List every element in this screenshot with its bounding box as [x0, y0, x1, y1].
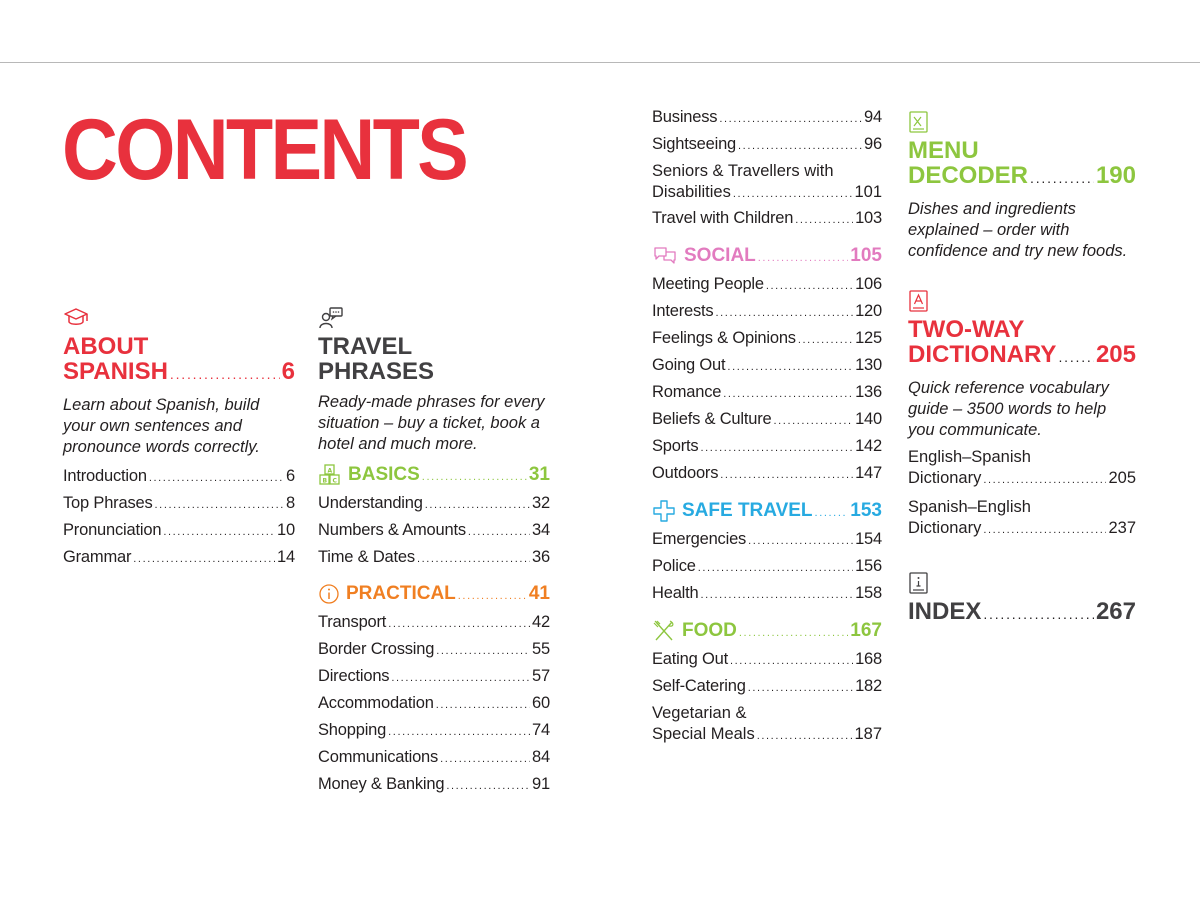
toc-entry[interactable]: Transport ..... 42 — [318, 609, 550, 636]
about-heading: ABOUT SPANISH ..... 6 — [63, 334, 295, 387]
info-circle-icon — [318, 583, 340, 605]
continued-column — [652, 104, 882, 747]
page-title: CONTENTS — [62, 102, 467, 198]
toc-entry[interactable]: Time & Dates ..... 36 — [318, 544, 550, 571]
toc-entry[interactable]: Sports ..... 142 — [652, 433, 882, 460]
dictionary-heading[interactable]: TWO-WAY DICTIONARY ..... 205 — [908, 317, 1136, 370]
top-rule — [0, 62, 1200, 63]
toc-entry[interactable]: Business ..... 94 — [652, 104, 882, 131]
toc-entry[interactable]: Meeting People ..... 106 — [652, 271, 882, 298]
practical-subheading[interactable]: PRACTICAL ..... 41 — [318, 579, 550, 609]
menu-description: Dishes and ingredients explained – order with confidence and try new foods. — [908, 200, 1128, 260]
travel-section — [318, 306, 550, 798]
index-heading[interactable]: INDEX ..... 267 — [908, 599, 1136, 627]
toc-entry[interactable]: Top Phrases ..... 8 — [63, 490, 295, 517]
toc-entry[interactable]: Self-Catering ..... 182 — [652, 673, 882, 700]
svg-text:A: A — [327, 467, 333, 475]
toc-entry[interactable]: Spanish–English Dictionary ..... 237 — [908, 497, 1136, 541]
toc-entry[interactable]: Money & Banking ..... 91 — [318, 771, 550, 798]
toc-entry[interactable]: Accommodation ..... 60 — [318, 690, 550, 717]
toc-entry[interactable]: Border Crossing ..... 55 — [318, 636, 550, 663]
toc-entry[interactable]: Understanding ..... 32 — [318, 490, 550, 517]
toc-entry[interactable]: Health ..... 158 — [652, 580, 882, 607]
dictionary-description: Quick reference vocabulary guide – 3500 words to help you communicate. — [908, 379, 1109, 439]
dictionary-book-icon — [908, 289, 930, 313]
toc-entry[interactable]: Sightseeing ..... 96 — [652, 131, 882, 158]
toc-entry[interactable]: Police ..... 156 — [652, 553, 882, 580]
toc-entry[interactable]: Romance ..... 136 — [652, 379, 882, 406]
svg-text:B: B — [322, 477, 328, 485]
food-subheading[interactable]: FOOD ..... 167 — [652, 616, 882, 646]
right-column — [908, 110, 1136, 627]
speech-person-icon — [318, 306, 344, 330]
toc-entry[interactable]: Feelings & Opinions ..... 125 — [652, 325, 882, 352]
speech-bubbles-icon — [652, 245, 678, 267]
safe-travel-subheading[interactable]: SAFE TRAVEL ..... 153 — [652, 496, 882, 526]
basics-subheading[interactable]: A B C BASICS ..... 31 — [318, 460, 550, 490]
graduation-cap-icon — [63, 306, 89, 330]
travel-heading: TRAVEL PHRASES — [318, 333, 435, 385]
medical-cross-icon — [652, 499, 676, 523]
toc-entry[interactable]: Eating Out ..... 168 — [652, 646, 882, 673]
toc-entry[interactable]: Travel with Children ..... 103 — [652, 205, 882, 232]
fork-knife-icon — [652, 619, 676, 643]
svg-text:C: C — [332, 477, 337, 485]
social-subheading[interactable]: SOCIAL ..... 105 — [652, 241, 882, 271]
about-section — [63, 306, 295, 571]
abc-blocks-icon — [318, 463, 342, 487]
toc-entry[interactable]: Emergencies ..... 154 — [652, 526, 882, 553]
toc-entry[interactable]: Directions ..... 57 — [318, 663, 550, 690]
toc-entry[interactable]: Pronunciation ..... 10 — [63, 517, 295, 544]
about-list — [63, 463, 295, 571]
toc-entry[interactable]: English–Spanish Dictionary ..... 205 — [908, 447, 1136, 491]
toc-entry[interactable]: Seniors & Travellers with Disabilities ..... 101 — [652, 161, 882, 205]
index-book-icon — [908, 571, 930, 595]
toc-entry[interactable]: Vegetarian & Special Meals ..... 187 — [652, 703, 882, 747]
toc-entry[interactable]: Numbers & Amounts ..... 34 — [318, 517, 550, 544]
toc-entry[interactable]: Beliefs & Culture ..... 140 — [652, 406, 882, 433]
toc-entry[interactable]: Outdoors ..... 147 — [652, 460, 882, 487]
toc-entry[interactable]: Communications ..... 84 — [318, 744, 550, 771]
toc-entry[interactable]: Grammar ..... 14 — [63, 544, 295, 571]
toc-entry[interactable]: Interests ..... 120 — [652, 298, 882, 325]
toc-entry[interactable]: Going Out ..... 130 — [652, 352, 882, 379]
menu-decoder-heading[interactable]: MENU DECODER ..... 190 — [908, 138, 1136, 191]
toc-entry[interactable]: Introduction ..... 6 — [63, 463, 295, 490]
about-description: Learn about Spanish, build your own sentences and pronounce words correctly. — [63, 396, 260, 456]
travel-description: Ready-made phrases for every situation – buy a ticket, book a hotel and much more. — [318, 393, 545, 453]
menu-book-icon — [908, 110, 930, 134]
toc-entry[interactable]: Shopping ..... 74 — [318, 717, 550, 744]
